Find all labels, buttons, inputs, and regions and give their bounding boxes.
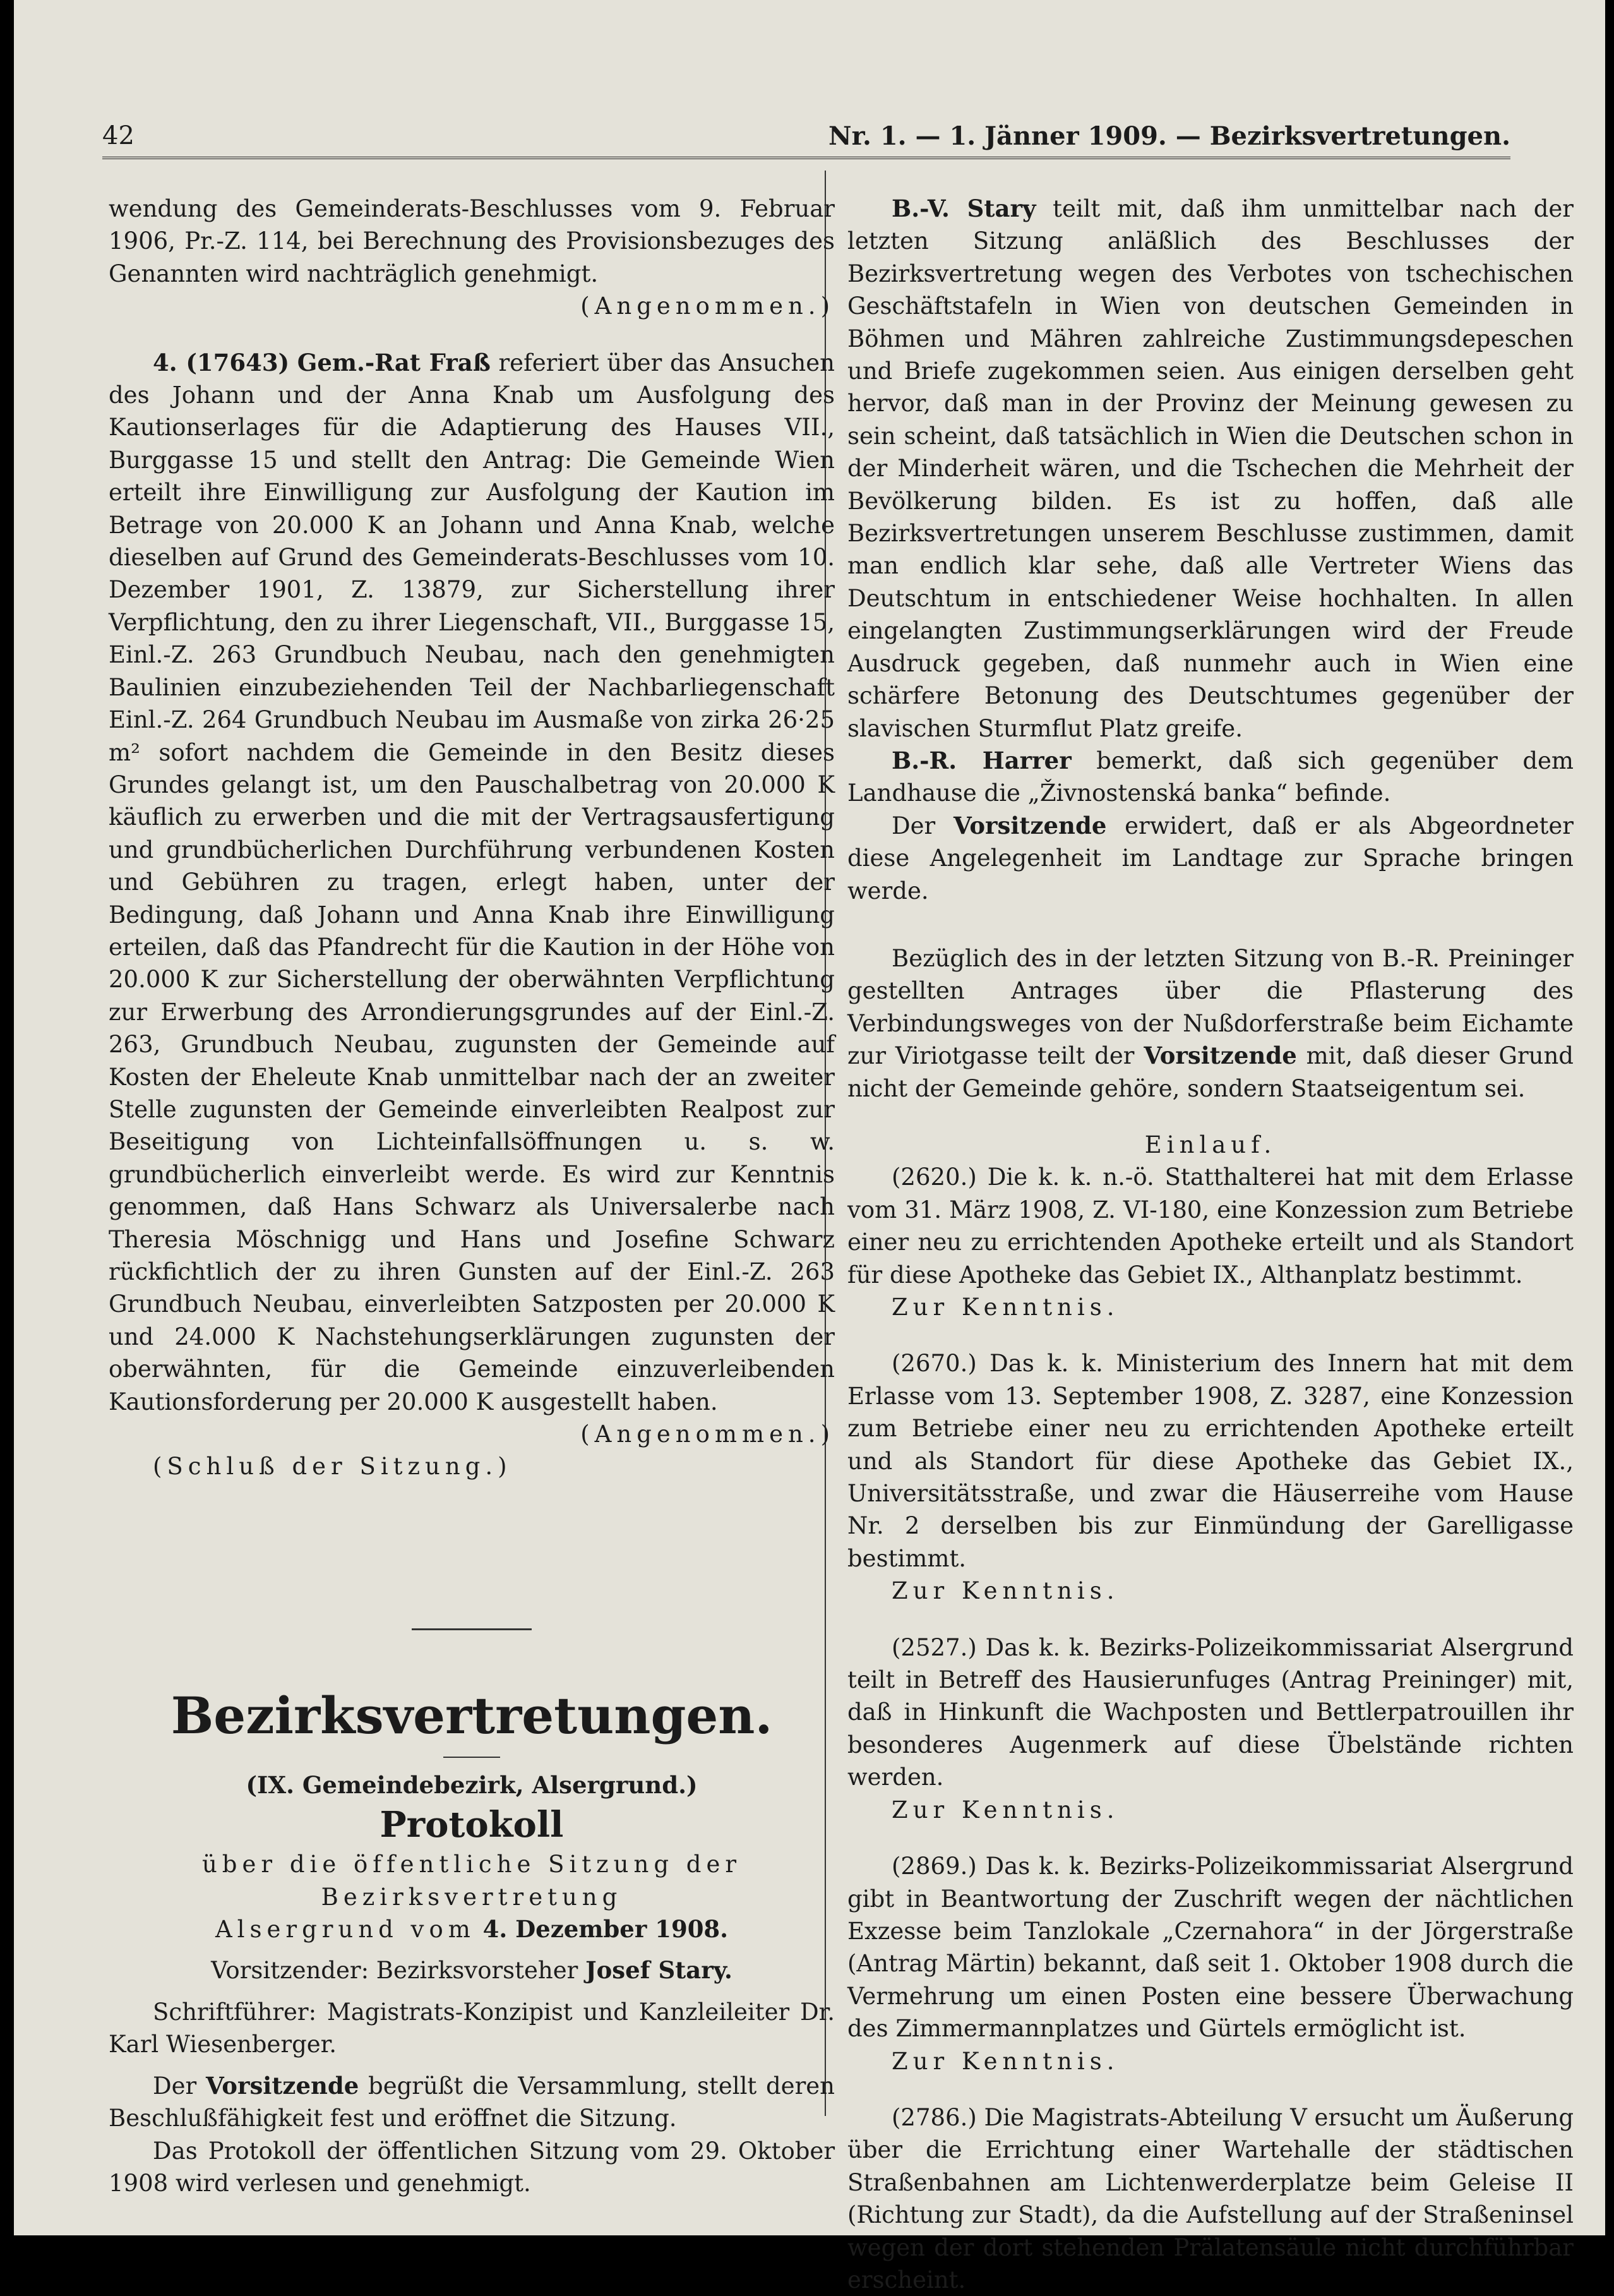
protocol-subtitle — [109, 1913, 835, 1945]
paragraph: Schriftführer: Magistrats-Konzipist und Kanzleileiter Dr. Karl Wiesenberger. — [109, 1998, 835, 2059]
chair-label: Vorsitzender: Bezirksvorsteher — [211, 1957, 578, 1985]
spacer — [847, 1608, 1574, 1632]
speaker-name: Vorsitzende — [1144, 1042, 1297, 1070]
spacer — [847, 2077, 1574, 2101]
spacer — [109, 323, 835, 347]
incoming-item: (2869.) Das k. k. Bezirks-Polizeikommissariat Alsergrund gibt in Beantwortung der Zuschrift wegen der nächtlichen Exzesse beim Tanzlokale „Czernahora“ in der Jörgerstraße (Antrag Märtin) bekannt, daß seit 1. Oktober 1908 durch die Vermehrung um einen Posten eine bessere Überwachung des Zimmermannplatzes und Gürtels ermöglicht ist. — [847, 1853, 1574, 2043]
speaker-name: Vorsitzende — [953, 811, 1107, 839]
page-header — [102, 115, 1510, 153]
district-subheading: (IX. Gemeindebezirk, Alsergrund.) — [246, 1770, 698, 1799]
spacer — [109, 1630, 835, 1681]
incoming-note: Zur Kenntnis. — [892, 1796, 1120, 1824]
incoming-item: (2620.) Die k. k. n.-ö. Statthalterei hat mit dem Erlasse vom 31. März 1908, Z. VI-180, eine Konzession zum Betriebe einer neu zu errichtenden Apotheke erteilt und als Standort für diese Apotheke das Gebiet IX., Althanplatz bestimmt. — [847, 1163, 1574, 1289]
page-number: 42 — [102, 121, 134, 150]
paragraph-text: erwidert, daß er als Abgeordneter diese Angelegenheit im Landtage zur Sprache bringen werde. — [847, 812, 1574, 905]
speaker-name: B.-R. Harrer — [892, 746, 1072, 774]
speaker-name: Gem.-Rat Fraß — [297, 348, 491, 376]
section-heading: Bezirksvertretungen. — [170, 1685, 773, 1745]
issue-title: Nr. 1. — 1. Jänner 1909. — Bezirksvertretungen. — [828, 121, 1510, 151]
incoming-note: Zur Kenntnis. — [892, 2047, 1120, 2075]
incoming-note: Zur Kenntnis. — [892, 1577, 1120, 1605]
paragraph-text: bemerkt, daß sich gegenüber dem Landhause die „Živnostenská banka“ befinde. — [847, 747, 1574, 807]
chair-line — [109, 1954, 835, 1986]
paragraph-text: Der — [892, 812, 936, 839]
incoming-item: (2527.) Das k. k. Bezirks-Polizeikommissariat Alsergrund teilt in Betreff des Hausierunfuges (Antrag Preininger) mit, daß in Hinkunft die Wachposten und Bettlerpatrouillen ihr besonderes Augenmerk auf diese Übelstände richten werden. — [847, 1633, 1574, 1791]
paragraph: wendung des Gemeinderats-Beschlusses vom 9. Februar 1906, Pr.-Z. 114, bei Berechnung des Provisionsbezuges des Genannten wird nachträglich genehmigt. — [109, 195, 835, 287]
protocol-subtitle-text: Alsergrund vom — [215, 1916, 475, 1944]
item-number: 4. (17643) — [153, 348, 290, 376]
header-rule — [102, 157, 1510, 159]
spacer — [109, 1987, 835, 1996]
spacer — [847, 1323, 1574, 1347]
paragraph-text: mit, daß dieser Grund nicht der Gemeinde gehöre, sondern Staatseigentum sei. — [847, 1042, 1574, 1102]
paragraph — [847, 942, 1574, 1105]
speaker-name: Vorsitzende — [205, 2071, 359, 2100]
paragraph-text: referiert über das Ansuchen des Johann und der Anna Knab um Ausfolgung des Kautionserlages für die Adaptierung des Hauses VII., Burggasse 15 und stellt den Antrag: Die Gemeinde Wien erteilt ihre Einwilligung zur Ausfolgung der Kaution im Betrage von 20.000 K an Johann und Anna Knab, welche dieselben auf Grund des Gemeinderats-Beschlusses vom 10. Dezember 1901, Z. 13879, zur Sicherstellung ihrer Verpflichtung, den zu ihrer Liegenschaft, VII., Burggasse 15, Einl.-Z. 263 Grundbuch Neubau, nach den genehmigten Baulinien einzubeziehenden Teil der Nachbarliegenschaft Einl.-Z. 264 Grundbuch Neubau im Ausmaße von zirka 26·25 m² sofort nachdem die Gemeinde in den Besitz dieses Grundes gelangt ist, um den Pauschalbetrag von 20.000 K käuflich zu erwerben und die mit der Vertragsausfertigung und grundbücherlichen Durchführung verbundenen Kosten und Gebühren zu tragen, erlegt haben, unter der Bedingung, daß Johann und Anna Knab ihre Einwilligung erteilen, daß das Pfandrecht für die Kaution in der Höhe von 20.000 K zur Sicherstellung der oberwähnten Verpflichtung zur Erwerbung des Arrondierungsgrundes auf der Einl.-Z. 263, Grundbuch Neubau, zugunsten der Gemeinde auf Kosten der Eheleute Knab unmittelbar nach der an zweiter Stelle zugunsten der Gemeinde einverleibten Realpost zur Beseitigung von Lichteinfallsöffnungen u. s. w. grundbücherlich einverleibt werde. Es wird zur Kenntnis genommen, daß Hans Schwarz als Universalerbe nach Theresia Möschnigg und Hans und Josefine Schwarz rückfichtlich der zu ihren Gunsten auf der Einl.-Z. 263 Grundbuch Neubau, einverleibten Satzposten per 20.000 K und 24.000 K Nachstehungserklärungen zugunsten der oberwähnten, für die Gemeinde einzuverleibenden Kautionsforderung per 20.000 K ausgestellt haben. — [109, 349, 835, 1415]
spacer — [109, 1483, 835, 1628]
paragraph — [847, 810, 1574, 907]
paragraph — [847, 193, 1574, 745]
paragraph-text: Der — [153, 2072, 197, 2100]
paragraph-text: begrüßt die Versammlung, stellt deren Beschlußfähigkeit fest und eröffnet die Sitzung. — [109, 2072, 835, 2132]
heading-rule — [443, 1757, 500, 1758]
protocol-heading: Protokoll — [380, 1804, 564, 1846]
spacer — [109, 2061, 835, 2070]
incoming-item: (2670.) Das k. k. Ministerium des Innern hat mit dem Erlasse vom 13. September 1908, Z. 3287, eine Konzession zum Betriebe einer neu zu errichtenden Apotheke erteilt und als Standort für diese Apotheke das Gebiet IX., Universitätsstraße, und zwar die Häuserreihe vom Hause Nr. 2 derselben bis zur Einmündung der Garelligasse bestimmt. — [847, 1350, 1574, 1572]
incoming-note: Zur Kenntnis. — [892, 1294, 1120, 1321]
spacer — [109, 1945, 835, 1954]
paragraph — [109, 347, 835, 1418]
protocol-subtitle: über die öffentliche Sitzung der Bezirksvertretung — [201, 1851, 742, 1911]
paragraph: Das Protokoll der öffentlichen Sitzung vom 29. Oktober 1908 wird verlesen und genehmigt. — [109, 2137, 835, 2197]
spacer — [847, 1105, 1574, 1129]
paragraph — [109, 2070, 835, 2135]
incoming-heading: Einlauf. — [1144, 1131, 1277, 1158]
right-column — [847, 193, 1574, 2296]
chair-name: Josef Stary. — [585, 1956, 732, 1985]
left-column — [109, 193, 835, 2199]
session-end: (Schluß der Sitzung.) — [153, 1453, 512, 1481]
paragraph-text: Bezüglich des in der letzten Sitzung von B.-R. Preininger gestellten Antrages über die Pflasterung des Verbindungsweges von der Nußdorferstraße beim Eichamte zur Viriotgasse teilt der — [847, 944, 1574, 1070]
protocol-date: 4. Dezember 1908. — [482, 1915, 729, 1944]
spacer — [847, 1826, 1574, 1850]
spacer — [847, 907, 1574, 942]
newspaper-page — [14, 0, 1605, 2293]
paragraph — [847, 745, 1574, 810]
vote-result: (Angenommen.) — [580, 292, 835, 320]
incoming-item: (2786.) Die Magistrats-Abteilung V ersucht um Äußerung über die Errichtung einer Wartehalle der städtischen Straßenbahnen am Lichtenwerderplatze beim Geleise II (Richtung zur Stadt), da die Aufstellung auf der Straßeninsel wegen der dort stehenden Prälatensäule nicht durchführbar erscheint. — [847, 2103, 1574, 2293]
vote-result: (Angenommen.) — [580, 1421, 835, 1448]
speaker-name: B.-V. Stary — [892, 195, 1036, 222]
paragraph-text: teilt mit, daß ihm unmittelbar nach der letzten Sitzung anläßlich des Beschlusses der Bezirksvertretung wegen des Verbotes von tschechischen Geschäftstafeln in Wien von deutschen Gemeinden in Böhmen und Mähren zahlreiche Zustimmungsdepeschen und Briefe zugekommen seien. Aus einigen derselben geht hervor, daß man in der Provinz der Meinung gewesen zu sein scheint, daß tatsächlich in Wien die Deutschen schon in der Minderheit wären, und die Tschechen die Mehrheit der Bevölkerung bilden. Es ist zu hoffen, daß alle Bezirksvertretungen unserem Beschlusse zustimmen, damit man endlich klar sehe, daß alle Vertreter Wiens das Deutschtum in entschiedener Weise hochhalten. In allen eingelangten Zustimmungserklärungen wird der Freude Ausdruck gegeben, daß nunmehr auch in Wien eine schärfere Betonung des Deutschtumes gegenüber der slavischen Sturmflut Platz greife. — [847, 195, 1574, 742]
